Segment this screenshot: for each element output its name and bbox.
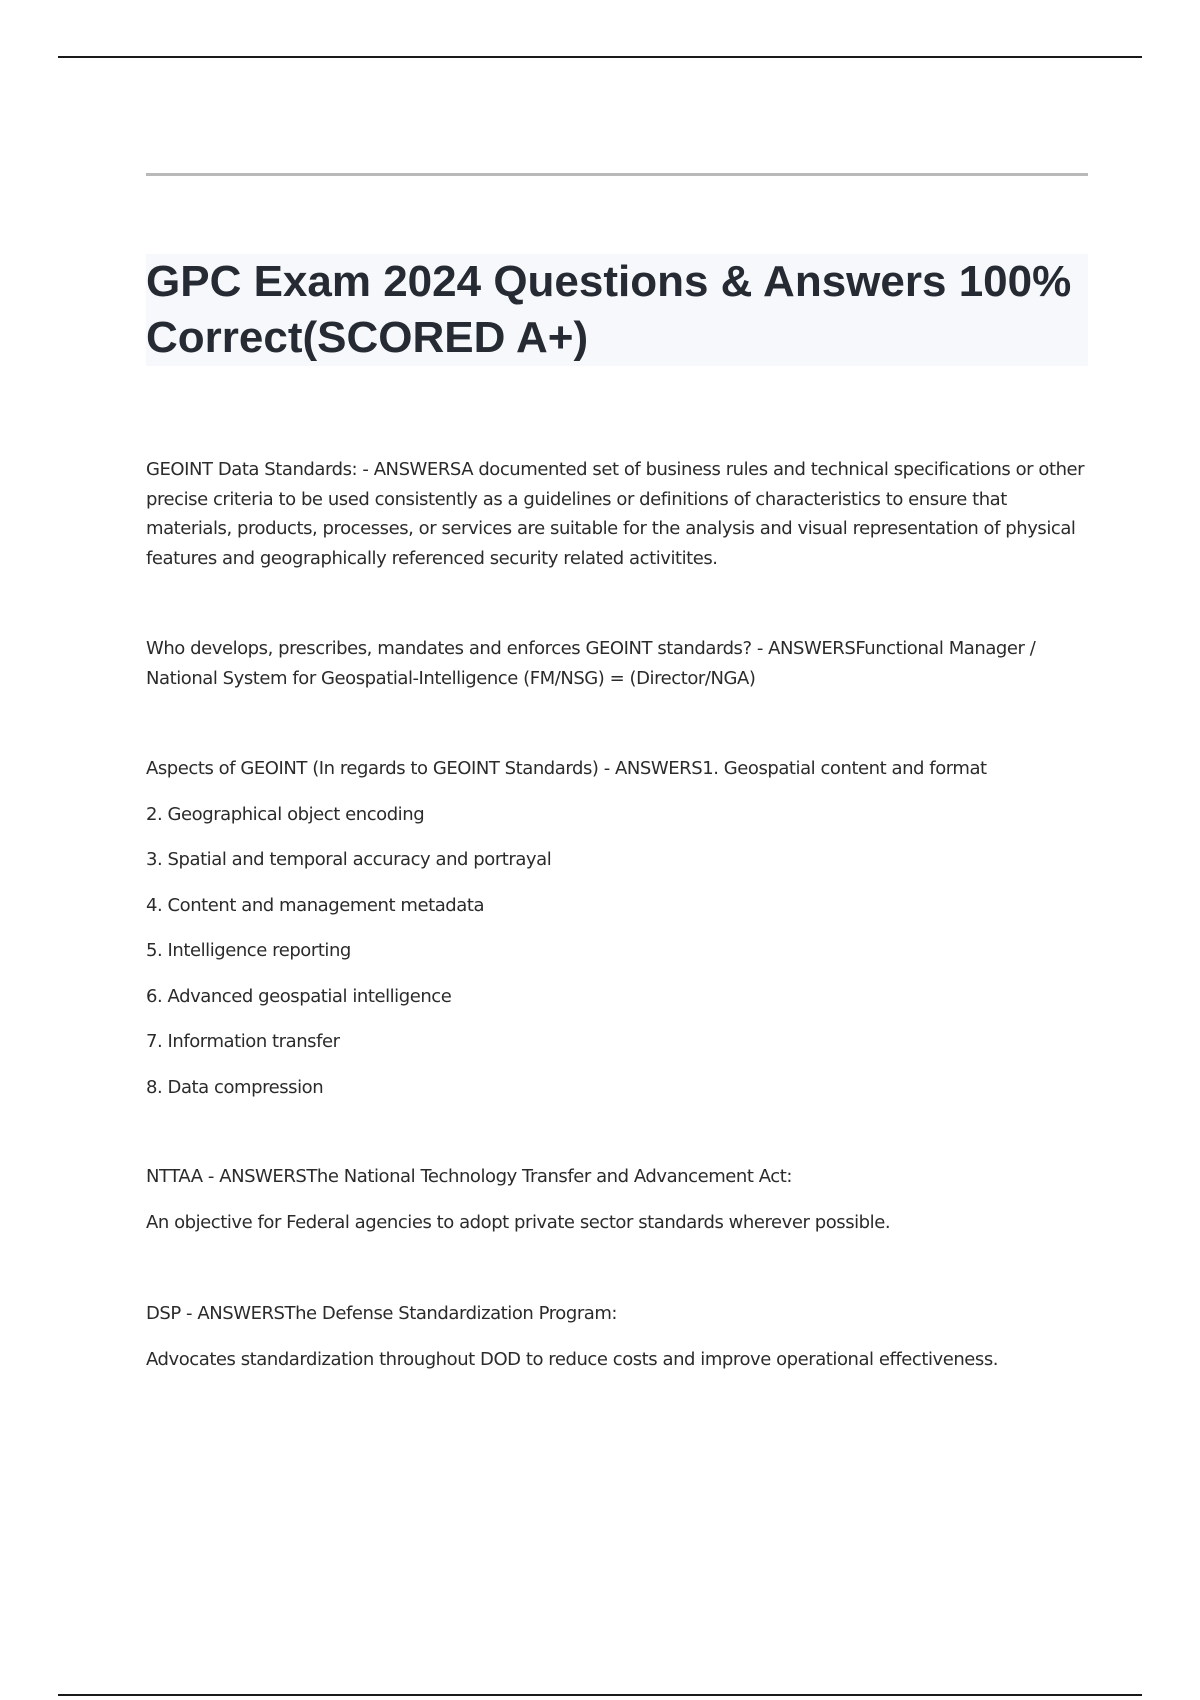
list-item: 4. Content and management metadata [146, 894, 485, 916]
qa-entry-aspects-of-geoint [146, 754, 1088, 1102]
document-title: GPC Exam 2024 Questions & Answers 100% Correct(SCORED A+) [146, 257, 1072, 362]
qa-entry-answer-line: Advocates standardization throughout DOD to reduce costs and improve operational effectiveness. [146, 1348, 999, 1370]
list-item: 5. Intelligence reporting [146, 940, 351, 961]
qa-entry-text: GEOINT Data Standards: - ANSWERSA documented set of business rules and technical specifications or other precise criteria to be used consistently as a guidelines or definitions of characteristics to ensure that materials, products, processes, or services are suitable for the analysis and visual representation of physical features and geographically referenced security related activitites. [146, 459, 1085, 569]
qa-entry-question-line: NTTAA - ANSWERSThe National Technology Transfer and Advancement Act: [146, 1166, 792, 1187]
list-item: 2. Geographical object encoding [146, 803, 425, 825]
qa-entry-question-line: Aspects of GEOINT (In regards to GEOINT Standards) - ANSWERS1. Geospatial content and format [146, 758, 987, 779]
page-top-rule [58, 56, 1142, 58]
qa-entry-text: Who develops, prescribes, mandates and enforces GEOINT standards? - ANSWERSFunctional Manager / National System for Geospatial-Intelligence (FM/NSG) = (Director/NGA) [146, 638, 1036, 689]
qa-entry-answer-line: An objective for Federal agencies to adopt private sector standards wherever possible. [146, 1211, 891, 1233]
header-divider [146, 173, 1088, 176]
qa-entry-geoint-data-standards [146, 455, 1088, 573]
qa-entry-dsp [146, 1299, 1088, 1374]
list-item: 7. Information transfer [146, 1031, 340, 1052]
qa-entry-question-line: DSP - ANSWERSThe Defense Standardization Program: [146, 1303, 618, 1324]
page-bottom-rule [58, 1694, 1142, 1696]
qa-entry-who-develops-standards [146, 634, 1088, 693]
title-block [146, 254, 1088, 366]
list-item: 6. Advanced geospatial intelligence [146, 985, 452, 1007]
qa-entry-nttaa [146, 1162, 1088, 1237]
list-item: 8. Data compression [146, 1076, 324, 1098]
list-item: 3. Spatial and temporal accuracy and portrayal [146, 849, 552, 870]
